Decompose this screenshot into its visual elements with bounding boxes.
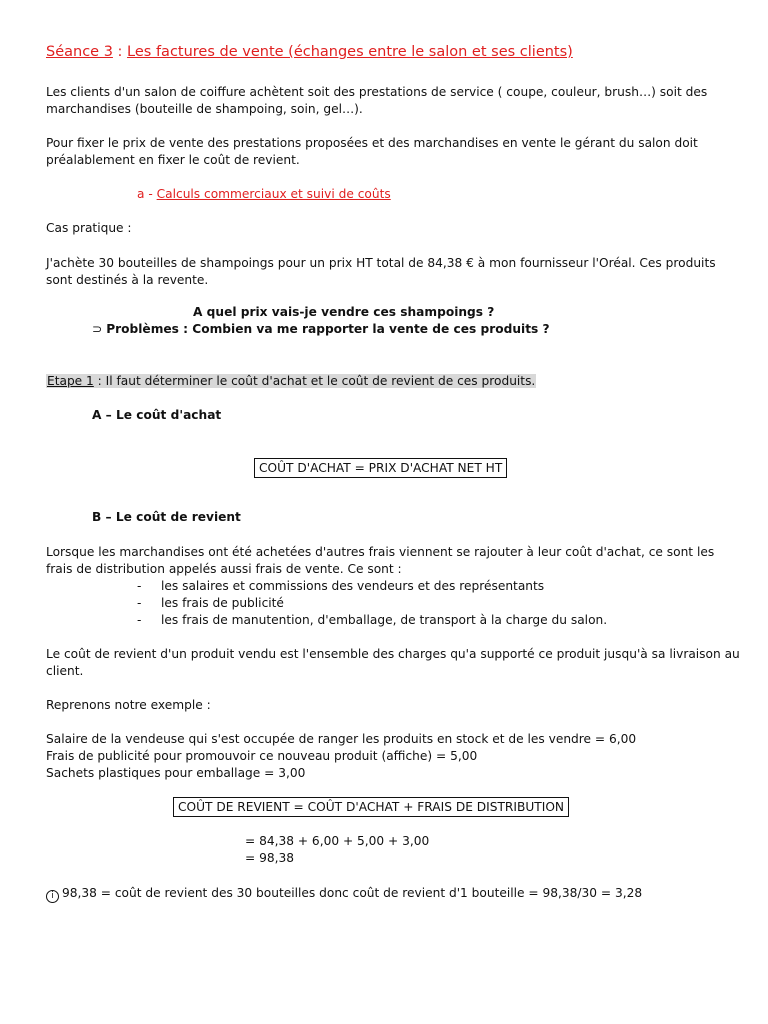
arrow-icon: ⊃ bbox=[92, 322, 103, 336]
heading-cout-achat: A – Le coût d'achat bbox=[92, 408, 222, 422]
formula-cout-revient: COÛT DE REVIENT = COÛT D'ACHAT + FRAIS DE DISTRIBUTION bbox=[173, 797, 569, 817]
cas-pratique-label: Cas pratique : bbox=[46, 221, 132, 235]
case-line-1: J'achète 30 bouteilles de shampoings pour un prix HT total de 84,38 € à mon fournisseur l'Oréal. Ces produits bbox=[46, 256, 716, 270]
calc-line-2: = 98,38 bbox=[245, 851, 294, 865]
heading-cout-revient: B – Le coût de revient bbox=[92, 510, 241, 524]
formula-cout-achat: COÛT D'ACHAT = PRIX D'ACHAT NET HT bbox=[254, 458, 507, 478]
info-icon: i bbox=[46, 890, 59, 903]
cost-line-2: Frais de publicité pour promouvoir ce nouveau produit (affiche) = 5,00 bbox=[46, 749, 478, 763]
intro-line-2: marchandises (bouteille de shampoing, soin, gel…). bbox=[46, 102, 363, 116]
cost-line-3: Sachets plastiques pour emballage = 3,00 bbox=[46, 766, 306, 780]
revient-line-1: Lorsque les marchandises ont été achetées d'autres frais viennent se rajouter à leur coût d'achat, ce sont les bbox=[46, 545, 715, 559]
revient-line-2: frais de distribution appelés aussi frais de vente. Ce sont : bbox=[46, 562, 402, 576]
list-item: - les frais de publicité bbox=[137, 596, 284, 610]
definition-line-1: Le coût de revient d'un produit vendu est l'ensemble des charges qu'a supporté ce produit jusqu'à sa livraison au bbox=[46, 647, 740, 661]
calc-line-1: = 84,38 + 6,00 + 5,00 + 3,00 bbox=[245, 834, 430, 848]
section-a-heading: a - Calculs commerciaux et suivi de coûts bbox=[137, 187, 391, 201]
intro-line-3: Pour fixer le prix de vente des prestations proposées et des marchandises en vente le gérant du salon doit bbox=[46, 136, 698, 150]
definition-line-2: client. bbox=[46, 664, 84, 678]
question-1: A quel prix vais-je vendre ces shampoings ? bbox=[193, 305, 495, 319]
list-item: - les frais de manutention, d'emballage, de transport à la charge du salon. bbox=[137, 613, 608, 627]
list-item: - les salaires et commissions des vendeurs et des représentants bbox=[137, 579, 545, 593]
cost-line-1: Salaire de la vendeuse qui s'est occupée de ranger les produits en stock et de les vendre = 6,00 bbox=[46, 732, 637, 746]
page-title: Séance 3 : Les factures de vente (échanges entre le salon et ses clients) bbox=[46, 44, 573, 60]
case-line-2: sont destinés à la revente. bbox=[46, 273, 209, 287]
etape-1: Etape 1 : Il faut déterminer le coût d'achat et le coût de revient de ces produits. bbox=[47, 374, 536, 388]
reprenons-label: Reprenons notre exemple : bbox=[46, 698, 211, 712]
intro-line-4: préalablement en fixer le coût de revient. bbox=[46, 153, 300, 167]
conclusion: i 98,38 = coût de revient des 30 bouteilles donc coût de revient d'1 bouteille = 98,38/30 = 3,28 bbox=[46, 885, 642, 903]
intro-line-1: Les clients d'un salon de coiffure achètent soit des prestations de service ( coupe, couleur, brush…) soit des bbox=[46, 85, 708, 99]
question-2: ⊃ Problèmes : Combien va me rapporter la vente de ces produits ? bbox=[92, 322, 550, 336]
